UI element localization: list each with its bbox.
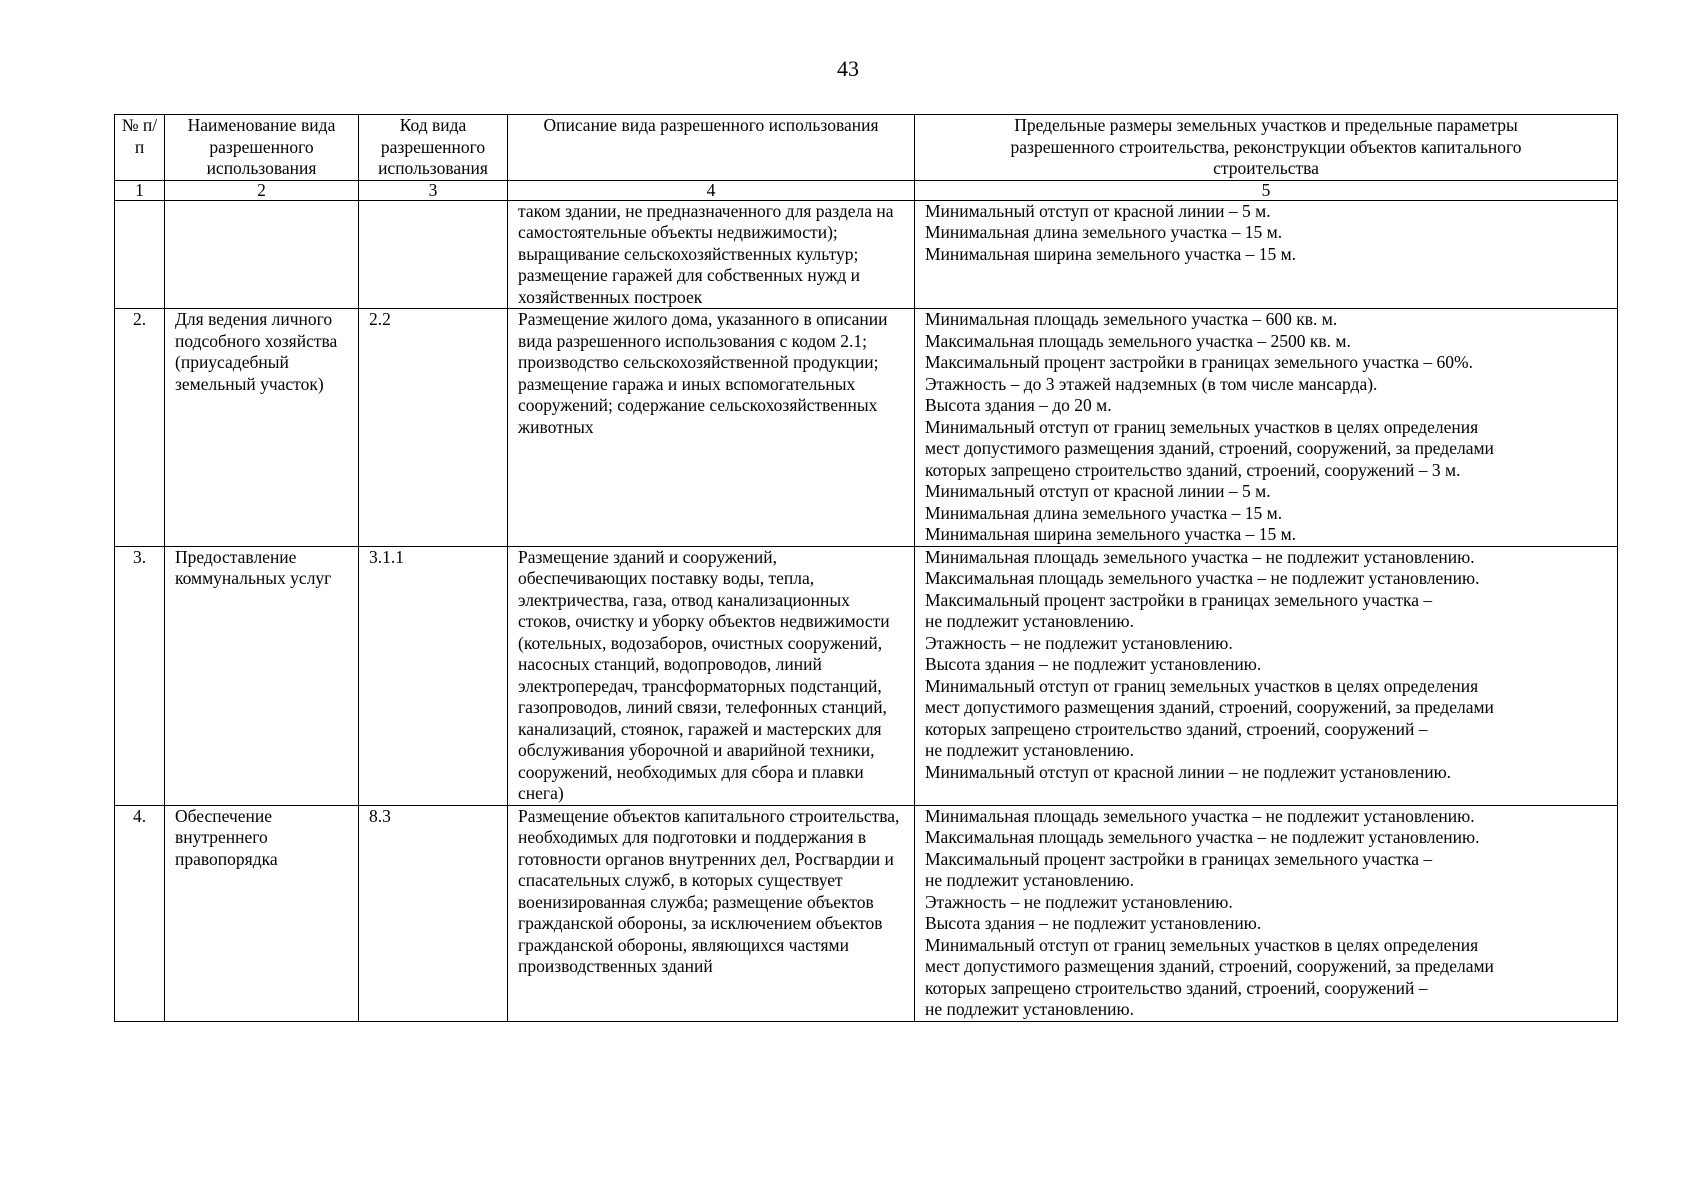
use-name: Обеспечение внутреннего правопорядка — [165, 805, 359, 1021]
use-code: 8.3 — [359, 805, 508, 1021]
use-name: Для ведения личного подсобного хозяйства (приусадебный земельный участок) — [165, 309, 359, 547]
limit-line: Высота здания – до 20 м. — [925, 395, 1112, 415]
use-code — [359, 200, 508, 309]
limit-line: Минимальная площадь земельного участка – 600 кв. м. — [925, 309, 1338, 329]
column-number: 5 — [915, 180, 1618, 200]
row-number: 2. — [115, 309, 165, 547]
header-number: № п/п — [115, 115, 165, 181]
limit-line: Минимальный отступ от красной линии – 5 м. — [925, 200, 1271, 221]
limit-line: которых запрещено строительство зданий, строений, сооружений – — [925, 977, 1428, 998]
use-code: 3.1.1 — [359, 546, 508, 805]
limit-line: Этажность – не подлежит установлению. — [925, 891, 1233, 912]
limit-line: не подлежит установлению. — [925, 870, 1134, 890]
limit-line: Этажность – не подлежит установлению. — [925, 632, 1233, 653]
limit-line: не подлежит установлению. — [925, 611, 1134, 631]
header-use-code: Код вида разрешенного использования — [359, 115, 508, 181]
limit-line: Минимальная длина земельного участка – 15 м. — [925, 502, 1283, 523]
limit-line: Минимальный отступ от красной линии – 5 м. — [925, 481, 1271, 501]
column-number: 4 — [508, 180, 915, 200]
row-number: 3. — [115, 546, 165, 805]
page-number: 43 — [837, 56, 859, 81]
use-description: Размещение объектов капитального строительства, необходимых для подготовки и поддержания в готовности органов внутренних дел, Росгвардии и спасательных служб, в которых существует военизированная служба; размещение объектов гражданской обороны, за исключением объектов гражданской обороны, являющихся частями производственных зданий — [508, 805, 915, 1021]
use-description: Размещение жилого дома, указанного в описании вида разрешенного использования с кодом 2.1; производство сельскохозяйственной продукции; размещение гаража и иных вспомогательных сооружений; содержание сельскохозяйственных животных — [508, 309, 915, 547]
limit-line: мест допустимого размещения зданий, строений, сооружений, за пределами — [925, 697, 1494, 717]
limit-line: Минимальная площадь земельного участка – не подлежит установлению. — [925, 805, 1475, 826]
header-use-name: Наименование вида разрешенного использования — [165, 115, 359, 181]
column-number: 3 — [359, 180, 508, 200]
limit-line: Максимальная площадь земельного участка – 2500 кв. м. — [925, 330, 1351, 351]
row-number — [115, 200, 165, 309]
limit-line: Максимальный процент застройки в границах земельного участка – 60%. — [925, 352, 1474, 372]
limit-line: Максимальная площадь земельного участка – не подлежит установлению. — [925, 827, 1480, 847]
limit-line: Минимальный отступ от границ земельных участков в целях определения — [925, 934, 1479, 955]
column-number: 2 — [165, 180, 359, 200]
limit-line: которых запрещено строительство зданий, строений, сооружений – 3 м. — [925, 459, 1461, 480]
limit-line: Минимальный отступ от границ земельных участков в целях определения — [925, 675, 1479, 696]
use-limits — [915, 805, 1618, 1021]
limit-line: мест допустимого размещения зданий, строений, сооружений, за пределами — [925, 438, 1494, 458]
limit-line: Минимальная длина земельного участка – 15 м. — [925, 222, 1283, 242]
use-name: Предоставление коммунальных услуг — [165, 546, 359, 805]
limit-line: Минимальный отступ от красной линии – не подлежит установлению. — [925, 761, 1452, 782]
header-limits: Предельные размеры земельных участков и предельные параметры разрешенного строительства, реконструкции объектов капитального строительства — [915, 115, 1618, 181]
limit-line: Высота здания – не подлежит установлению. — [925, 913, 1262, 933]
limit-line: Максимальный процент застройки в границах земельного участка – — [925, 589, 1433, 610]
use-description: таком здании, не предназначенного для раздела на самостоятельные объекты недвижимости); выращивание сельскохозяйственных культур; размещение гаражей для собственных нужд и хозяйственных построек — [508, 200, 915, 309]
limit-line: Высота здания – не подлежит установлению. — [925, 654, 1262, 674]
use-name — [165, 200, 359, 309]
limit-line: не подлежит установлению. — [925, 999, 1134, 1019]
table-row — [115, 805, 1618, 1021]
table-row — [115, 200, 1618, 309]
limit-line: Максимальный процент застройки в границах земельного участка – — [925, 848, 1433, 869]
table-row — [115, 546, 1618, 805]
header-use-description: Описание вида разрешенного использования — [508, 115, 915, 181]
use-description: Размещение зданий и сооружений, обеспечивающих поставку воды, тепла, электричества, газа, отвод канализационных стоков, очистку и уборку объектов недвижимости (котельных, водозаборов, очистных сооружений, насосных станций, водопроводов, линий электропередач, трансформаторных подстанций, газопроводов, линий связи, телефонных станций, канализаций, стоянок, гаражей и мастерских для обслуживания уборочной и аварийной техники, сооружений, необходимых для сбора и плавки снега) — [508, 546, 915, 805]
limit-line: Минимальная ширина земельного участка – 15 м. — [925, 243, 1297, 264]
land-use-table — [114, 114, 1618, 1022]
table-row — [115, 309, 1618, 547]
table-header-row — [115, 115, 1618, 181]
column-number: 1 — [115, 180, 165, 200]
column-number-row — [115, 180, 1618, 200]
use-code: 2.2 — [359, 309, 508, 547]
use-limits — [915, 546, 1618, 805]
use-limits — [915, 200, 1618, 309]
limit-line: не подлежит установлению. — [925, 740, 1134, 760]
row-number: 4. — [115, 805, 165, 1021]
limit-line: Этажность – до 3 этажей надземных (в том числе мансарда). — [925, 373, 1378, 394]
limit-line: Максимальная площадь земельного участка – не подлежит установлению. — [925, 568, 1480, 588]
limit-line: Минимальный отступ от границ земельных участков в целях определения — [925, 416, 1479, 437]
limit-line: мест допустимого размещения зданий, строений, сооружений, за пределами — [925, 956, 1494, 976]
limit-line: Минимальная ширина земельного участка – 15 м. — [925, 524, 1297, 544]
limit-line: которых запрещено строительство зданий, строений, сооружений – — [925, 718, 1428, 739]
use-limits — [915, 309, 1618, 547]
limit-line: Минимальная площадь земельного участка – не подлежит установлению. — [925, 546, 1475, 567]
